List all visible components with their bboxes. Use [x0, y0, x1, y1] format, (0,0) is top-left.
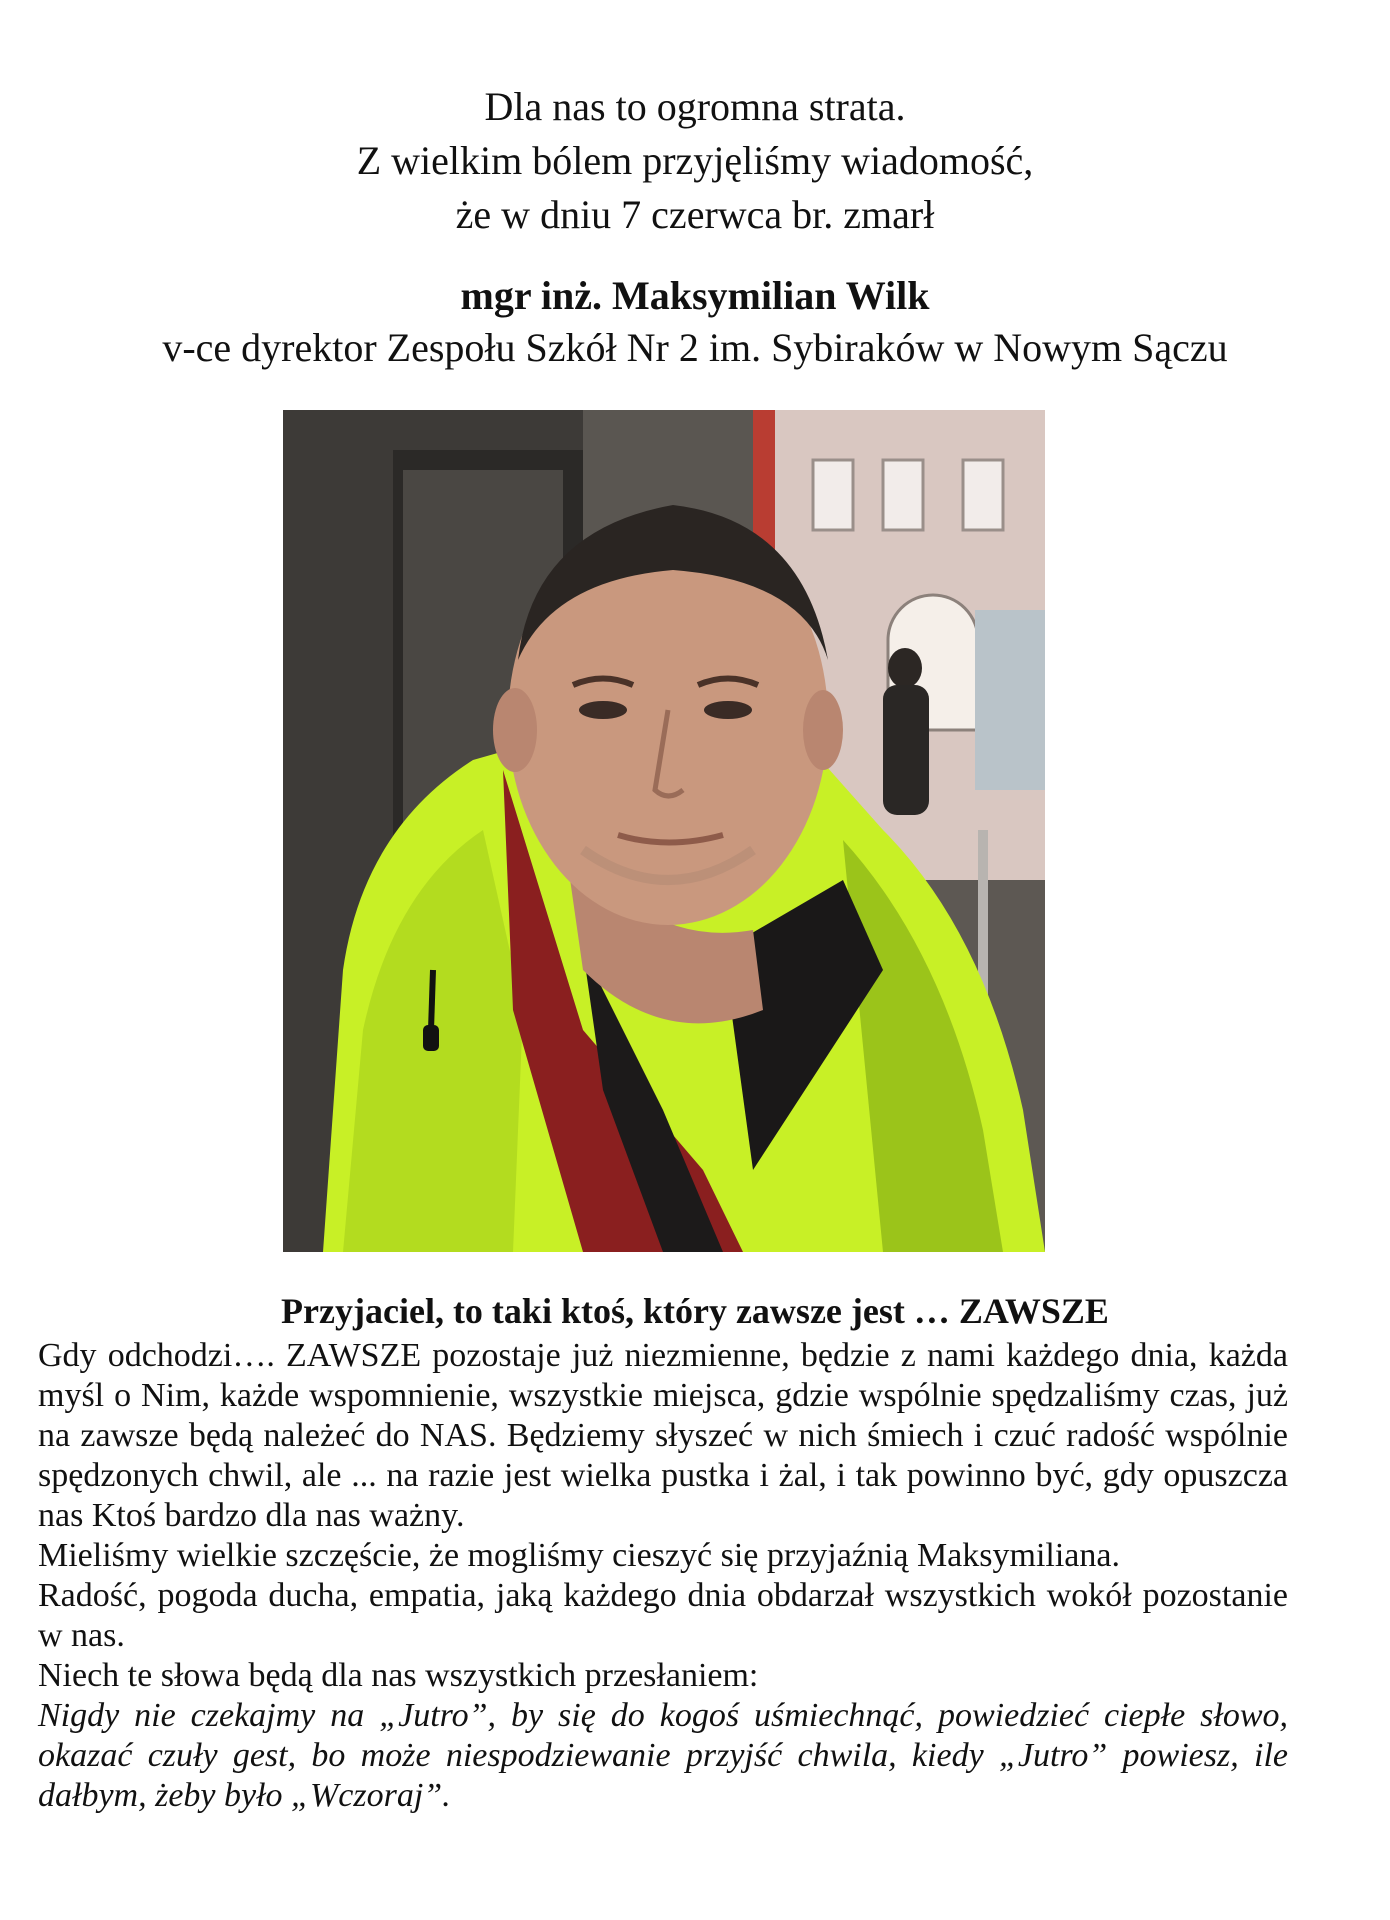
portrait-photo-icon — [283, 410, 1045, 1252]
person-role-block — [0, 322, 1390, 374]
intro-line-1: Dla nas to ogromna strata. — [484, 84, 906, 129]
person-name-block — [0, 270, 1390, 322]
intro-line-3: że w dniu 7 czerwca br. zmarł — [455, 192, 935, 237]
body-text — [38, 1336, 1288, 1816]
intro-line-2: Z wielkim bólem przyjęliśmy wiadomość, — [356, 138, 1034, 183]
quote-title: Przyjaciel, to taki ktoś, który zawsze jest … ZAWSZE — [281, 1291, 1109, 1331]
portrait-photo — [283, 410, 1045, 1252]
paragraph-2: Mieliśmy wielkie szczęście, że mogliśmy cieszyć się przyjaźnią Maksymiliana. — [38, 1537, 1120, 1574]
paragraph-5-quote: Nigdy nie czekajmy na „Jutro”, by się do kogoś uśmiechnąć, powiedzieć ciepłe słowo, okazać czuły gest, bo może niespodziewanie przyjść chwila, kiedy „Jutro” powiesz, ile dałbym, żeby było „Wczoraj”. — [38, 1697, 1288, 1814]
intro-text — [0, 80, 1390, 242]
person-name: mgr inż. Maksymilian Wilk — [460, 273, 930, 318]
person-role: v-ce dyrektor Zespołu Szkół Nr 2 im. Sybiraków w Nowym Sączu — [162, 325, 1228, 370]
paragraph-4: Niech te słowa będą dla nas wszystkich przesłaniem: — [38, 1657, 759, 1694]
paragraph-1: Gdy odchodzi…. ZAWSZE pozostaje już niezmienne, będzie z nami każdego dnia, każda myśl o Nim, każde wspomnienie, wszystkie miejsca, gdzie wspólnie spędzaliśmy czas, już na zawsze będą należeć do NAS. Będziemy słyszeć w nich śmiech i czuć radość wspólnie spędzonych chwil, ale ... na razie jest wielka pustka i żal, i tak powinno być, gdy opuszcza nas Ktoś bardzo dla nas ważny. — [38, 1337, 1288, 1534]
paragraph-3: Radość, pogoda ducha, empatia, jaką każdego dnia obdarzał wszystkich wokół pozostanie w nas. — [38, 1577, 1288, 1654]
